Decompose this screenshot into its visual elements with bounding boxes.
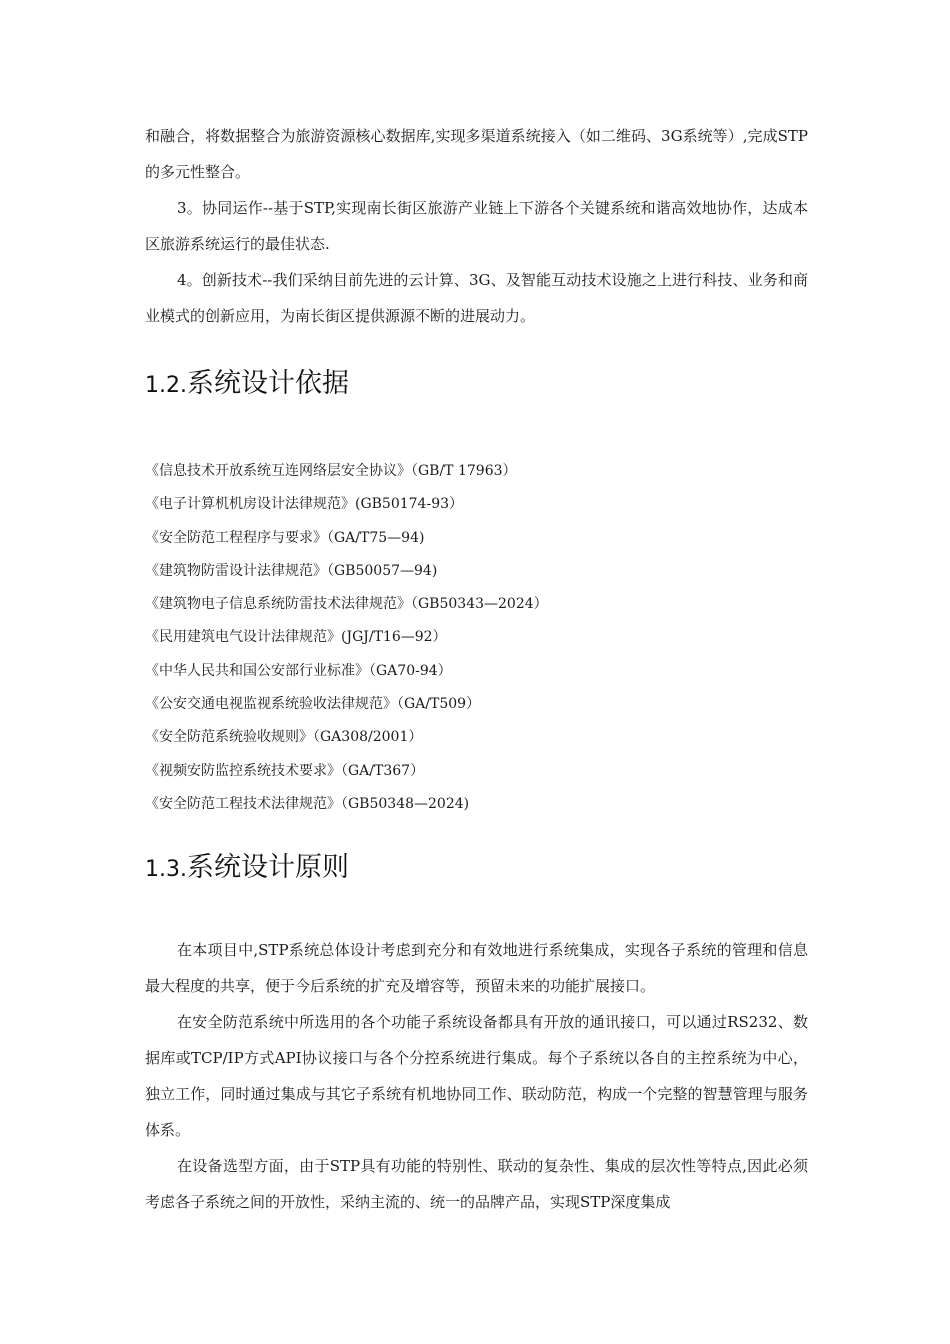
reference-item: 《视频安防监控系统技术要求》（GA/T367）	[145, 762, 425, 779]
intro-paragraph-3: 4。创新技术--我们采纳目前先进的云计算、3G、及智能互动技术设施之上进行科技、业务和商业模式的创新应用，为南长街区提供源源不断的进展动力。	[145, 271, 808, 325]
section-number: 1.2.	[145, 373, 187, 398]
reference-item: 《民用建筑电气设计法律规范》(JGJ/T16—92）	[145, 629, 447, 646]
reference-item: 《安全防范工程程序与要求》（GA/T75—94)	[145, 529, 425, 546]
principles-paragraph-1: 在本项目中,STP系统总体设计考虑到充分和有效地进行系统集成，实现各子系统的管理和信息最大程度的共享，便于今后系统的扩充及增容等，预留未来的功能扩展接口。	[145, 941, 808, 995]
section-title: 系统设计原则	[186, 852, 349, 883]
section-heading-1-2	[145, 366, 349, 404]
reference-item: 《电子计算机机房设计法律规范》(GB50174-93）	[145, 496, 464, 513]
intro-paragraph-2: 3。协同运作--基于STP,实现南长街区旅游产业链上下游各个关键系统和谐高效地协作，达成本区旅游系统运行的最佳状态.	[145, 199, 808, 253]
reference-item: 《建筑物电子信息系统防雷技术法律规范》（GB50343—2024）	[145, 596, 548, 613]
reference-item: 《安全防范系统验收规则》（GA308/2001）	[145, 729, 423, 746]
reference-item: 《信息技术开放系统互连网络层安全协议》（GB/T 17963）	[145, 463, 517, 479]
intro-paragraph-1: 和融合，将数据整合为旅游资源核心数据库,实现多渠道系统接入（如二维码、3G系统等）,完成STP的多元性整合。	[145, 127, 808, 181]
intro-section	[145, 118, 808, 334]
principles-paragraph-3: 在设备选型方面，由于STP具有功能的特别性、联动的复杂性、集成的层次性等特点,因此必须考虑各子系统之间的开放性，采纳主流的、统一的品牌产品，实现STP深度集成	[145, 1157, 808, 1211]
section-number: 1.3.	[145, 857, 187, 882]
section-heading-1-3	[145, 850, 349, 888]
reference-item: 《中华人民共和国公安部行业标准》（GA70-94）	[145, 662, 452, 679]
reference-item: 《建筑物防雷设计法律规范》（GB50057—94)	[145, 562, 438, 579]
principles-section	[145, 932, 808, 1220]
section-title: 系统设计依据	[186, 368, 349, 399]
reference-standards-list	[145, 455, 808, 821]
reference-item: 《安全防范工程技术法律规范》（GB50348—2024)	[145, 795, 470, 812]
principles-paragraph-2: 在安全防范系统中所选用的各个功能子系统设备都具有开放的通讯接口，可以通过RS232、数据库或TCP/IP方式API协议接口与各个分控系统进行集成。每个子系统以各自的主控系统为中心，独立工作，同时通过集成与其它子系统有机地协同工作、联动防范，构成一个完整的智慧管理与服务体系。	[145, 1013, 808, 1139]
reference-item: 《公安交通电视监视系统验收法律规范》（GA/T509）	[145, 696, 481, 713]
